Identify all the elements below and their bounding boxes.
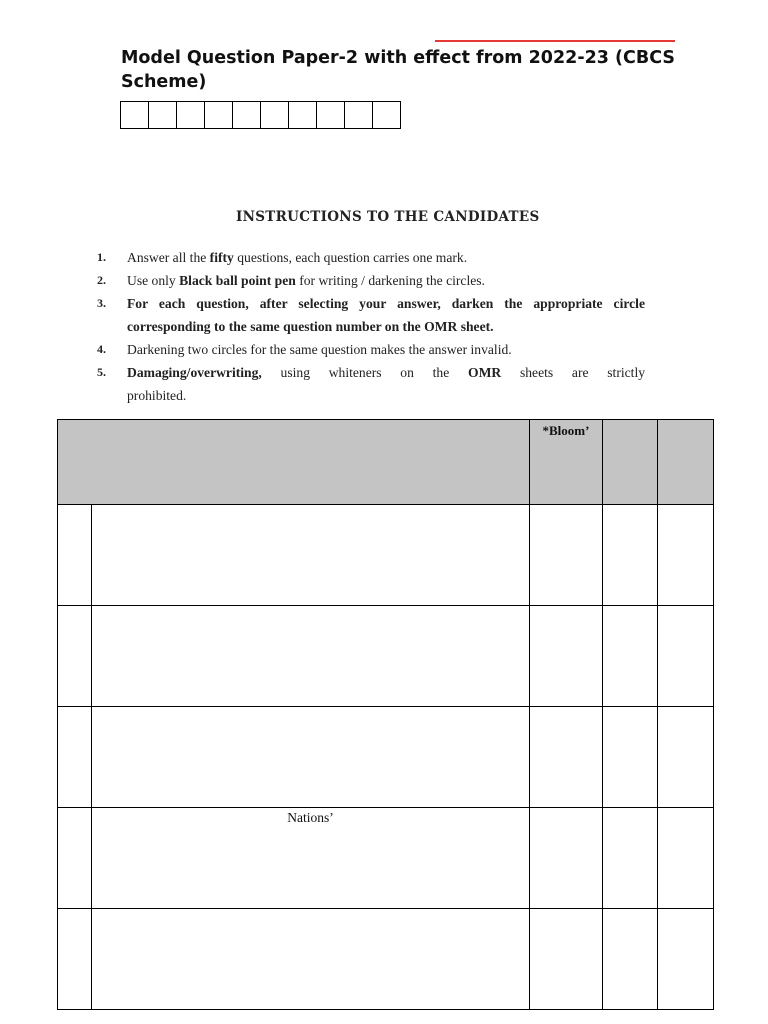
instructions-title: INSTRUCTIONS TO THE CANDIDATES (236, 209, 540, 225)
table-row (58, 808, 714, 909)
bloom-cell (530, 505, 603, 606)
instruction-text: Damaging/overwriting, using whiteners on the OMR sheets are strictly (127, 365, 646, 380)
co-cell (603, 808, 658, 909)
instruction-item (97, 292, 645, 315)
marks-cell (658, 606, 714, 707)
table-row (58, 606, 714, 707)
usn-box[interactable] (121, 101, 149, 129)
instruction-text: Answer all the fifty questions, each question carries one mark. (127, 250, 468, 265)
instruction-number: 3. (97, 296, 106, 310)
question-cell (92, 606, 530, 707)
table-row (58, 505, 714, 606)
usn-box[interactable] (233, 101, 261, 129)
instruction-text: Use only Black ball point pen for writing / darkening the circles. (127, 273, 485, 288)
instruction-text: For each question, after selecting your answer, darken the appropriate circle (127, 296, 645, 311)
instruction-item (97, 338, 645, 361)
marks-cell (658, 505, 714, 606)
table-row (58, 909, 714, 1010)
usn-box[interactable] (261, 101, 289, 129)
question-cell: Nations’ (92, 808, 530, 909)
instruction-number: 5. (97, 365, 106, 379)
header-co (603, 420, 658, 505)
co-cell (603, 909, 658, 1010)
header-bloom: *Bloom’ (530, 420, 603, 505)
question-cell (92, 505, 530, 606)
instruction-number: 4. (97, 342, 106, 356)
header-question (58, 420, 530, 505)
usn-box[interactable] (205, 101, 233, 129)
page-title: Model Question Paper-2 with effect from 2022-23 (CBCS Scheme) (121, 48, 675, 92)
question-number-cell (58, 909, 92, 1010)
instruction-item (97, 361, 645, 384)
table-row (58, 707, 714, 808)
instruction-continuation: corresponding to the same question number on the OMR sheet. (127, 319, 494, 334)
marks-cell (658, 707, 714, 808)
usn-boxes (120, 101, 401, 129)
question-cell (92, 909, 530, 1010)
question-number-cell (58, 808, 92, 909)
co-cell (603, 505, 658, 606)
usn-box[interactable] (317, 101, 345, 129)
co-cell (603, 606, 658, 707)
red-underline (435, 40, 675, 42)
marks-cell (658, 909, 714, 1010)
bloom-cell (530, 707, 603, 808)
usn-box[interactable] (149, 101, 177, 129)
instruction-number: 2. (97, 273, 106, 287)
instruction-item (97, 269, 645, 292)
table-header-row (58, 420, 714, 505)
instruction-number: 1. (97, 250, 106, 264)
instruction-continuation: prohibited. (127, 388, 187, 403)
usn-box[interactable] (345, 101, 373, 129)
marks-cell (658, 808, 714, 909)
co-cell (603, 707, 658, 808)
instruction-item (97, 246, 645, 269)
question-number-cell (58, 606, 92, 707)
usn-box[interactable] (373, 101, 401, 129)
question-number-cell (58, 707, 92, 808)
instructions-list (97, 246, 645, 407)
instruction-text: Darkening two circles for the same question makes the answer invalid. (127, 342, 512, 357)
usn-box[interactable] (177, 101, 205, 129)
usn-box[interactable] (289, 101, 317, 129)
header-marks (658, 420, 714, 505)
bloom-cell (530, 606, 603, 707)
bloom-cell (530, 909, 603, 1010)
question-table (57, 419, 714, 1010)
question-number-cell (58, 505, 92, 606)
bloom-cell (530, 808, 603, 909)
question-cell (92, 707, 530, 808)
